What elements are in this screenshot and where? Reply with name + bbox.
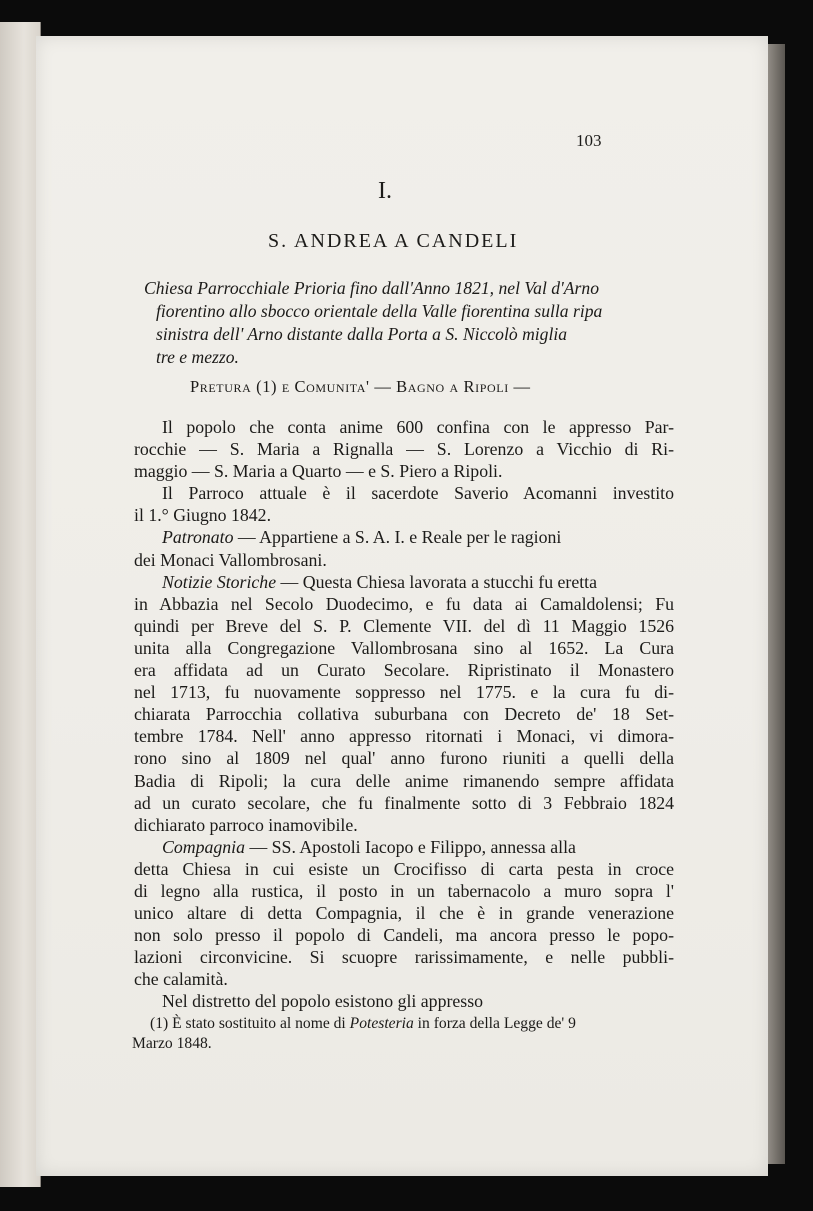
footnote-line: Marzo 1848. [132, 1035, 212, 1052]
subtitle [144, 277, 652, 369]
text-line: chiarata Parrocchia collativa suburbana con Decreto de' 18 Set- [134, 704, 674, 725]
footnote-italic: Potesteria [349, 1015, 414, 1032]
text-line: Badia di Ripoli; la cura delle anime rimanendo sempre affidata [134, 770, 674, 791]
text-line: rono sino al 1809 nel qual' anno furono riuniti a quelli della [134, 748, 674, 769]
text-line [134, 571, 674, 593]
text-line: maggio — S. Maria a Quarto — e S. Piero a Ripoli. [134, 461, 503, 482]
book-page [36, 36, 768, 1176]
body-text [134, 416, 674, 1013]
footnote-line [132, 1014, 672, 1034]
text-line: Il popolo che conta anime 600 confina con le appresso Par- [162, 417, 674, 437]
text-line: tembre 1784. Nell' anno appresso ritornati i Monaci, vi dimora- [134, 726, 674, 747]
footnote-text: (1) È stato sostituito al nome di [150, 1015, 350, 1032]
text-line: non solo presso il popolo di Candeli, ma ancora presso le popo- [134, 925, 674, 946]
footnote [132, 1014, 672, 1054]
subtitle-line: Chiesa Parrocchiale Prioria fino dall'Anno 1821, nel Val d'Arno [144, 278, 599, 298]
section-heading: Pretura (1) e Comunita' — Bagno a Ripoli — [190, 377, 531, 396]
left-page-edge [0, 22, 41, 1187]
text-line: il 1.° Giugno 1842. [134, 505, 272, 526]
text-line: unita alla Congregazione Vallombrosana sino al 1652. La Cura [134, 637, 674, 658]
subtitle-line: sinistra dell' Arno distante dalla Porta a S. Niccolò miglia [156, 324, 568, 344]
text-line: Il Parroco attuale è il sacerdote Saverio Acomanni investito [162, 483, 674, 504]
subtitle-line: tre e mezzo. [156, 347, 239, 367]
text-line: quindi per Breve del S. P. Clemente VII. del dì 11 Maggio 1526 [134, 615, 674, 636]
text-line: detta Chiesa in cui esiste un Crocifisso di carta pesta in croce [134, 858, 674, 879]
footnote-text: in forza della Legge de' 9 [413, 1015, 576, 1032]
subtitle-line: fiorentino allo sbocco orientale della Valle fiorentina sulla ripa [156, 301, 603, 321]
notizie-label: Notizie Storiche [162, 571, 277, 592]
page-title: S. ANDREA A CANDELI [268, 230, 519, 252]
text-line: di legno alla rustica, il posto in un tabernacolo a muro sopra l' [134, 880, 674, 901]
compagnia-text: — SS. Apostoli Iacopo e Filippo, annessa alla [245, 836, 576, 857]
text-line [134, 836, 674, 858]
text-line: che calamità. [134, 969, 228, 990]
text-line: dei Monaci Vallombrosani. [134, 549, 327, 570]
text-line [134, 526, 674, 548]
patronato-text: — Appartiene a S. A. I. e Reale per le ragioni [233, 527, 562, 548]
text-line: unico altare di detta Compagnia, il che è in grande venerazione [134, 903, 674, 924]
notizie-text: — Questa Chiesa lavorata a stucchi fu eretta [276, 571, 598, 592]
text-line: rocchie — S. Maria a Rignalla — S. Lorenzo a Vicchio di Ri- [134, 439, 674, 460]
text-line: dichiarato parroco inamovibile. [134, 814, 358, 835]
compagnia-label: Compagnia [162, 836, 245, 857]
text-line: ad un curato secolare, che fu finalmente sotto di 3 Febbraio 1824 [134, 792, 674, 813]
text-line: nel 1713, fu nuovamente soppresso nel 1775. e la cura fu di- [134, 682, 674, 703]
text-line: in Abbazia nel Secolo Duodecimo, e fu data ai Camaldolensi; Fu [134, 593, 674, 614]
text-line: era affidata ad un Curato Secolare. Ripristinato il Monastero [134, 660, 674, 681]
page-number: 103 [576, 131, 602, 150]
section-number: I. [378, 178, 392, 204]
patronato-label: Patronato [162, 527, 234, 548]
text-line: Nel distretto del popolo esistono gli appresso [162, 991, 484, 1012]
text-line: lazioni circonvicine. Si scuopre rarissimamente, e nelle pubbli- [134, 947, 674, 968]
